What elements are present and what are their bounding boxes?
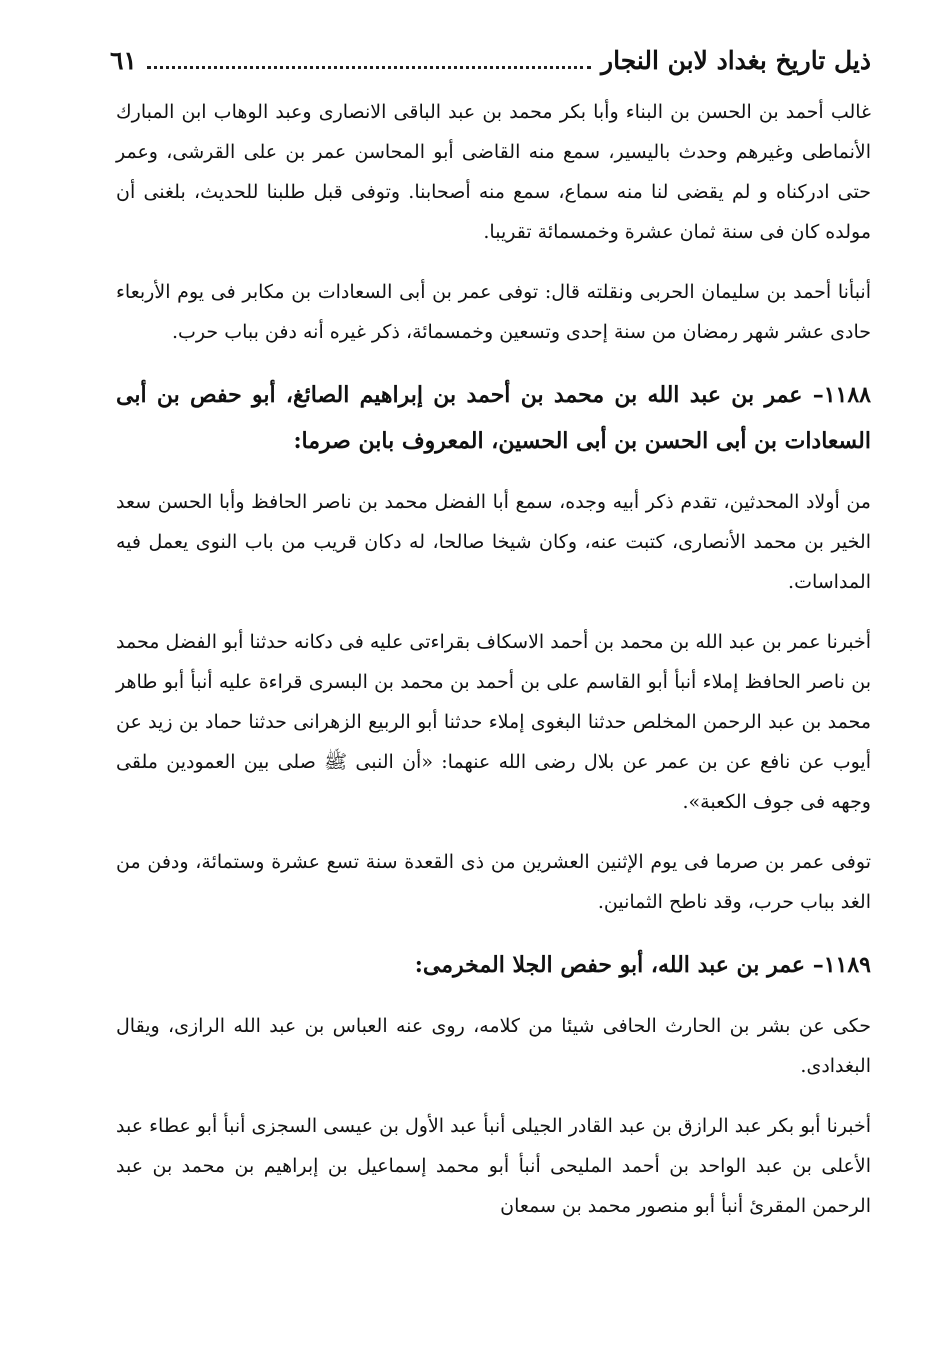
leader-dots bbox=[147, 66, 591, 69]
running-title: ذيل تاريخ بغداد لابن النجار bbox=[601, 45, 871, 75]
paragraph: أخبرنا عمر بن عبد الله بن محمد بن أحمد الاسكاف بقراءتى عليه فى دكانه حدثنا أبو الفضل محمد بن ناصر الحافظ إملاء أنبأ أبو القاسم على بن أحمد بن محمد بن البسرى قراءة عليه أنبأ أبو طاهر محمد بن عبد الرحمن المخلص حدثنا البغوى إملاء حدثنا أبو الربيع الزهرانى حدثنا حماد بن زيد عن أيوب عن نافع عن بن عمر عن بلال رضى الله عنهما: «أن النبى ﷺ صلى بين العمودين ملقى وجهه فى جوف الكعبة». bbox=[116, 631, 871, 813]
paragraph: حكى عن بشر بن الحارث الحافى شيئا من كلامه، روى عنه العباس بن عبد الله الرازى، ويقال البغدادى. bbox=[116, 1015, 871, 1077]
running-header bbox=[110, 36, 871, 84]
paragraph: غالب أحمد بن الحسن بن البناء وأبا بكر محمد بن عبد الباقى الانصارى وعبد الوهاب ابن المبارك الأنماطى وغيرهم وحدث باليسير، سمع منه القاضى أبو المحاسن عمر بن على القرشى، وعمر حتى ادركناه و لم يقضى لنا منه سماع، سمع منه أصحابنا. وتوفى قبل طلبنا للحديث، بلغنى أن مولده كان فى سنة ثمان عشرة وخمسمائة تقريبا. bbox=[116, 101, 871, 243]
entry-number: ١١٨٨– bbox=[812, 382, 871, 408]
entry-heading-text: عمر بن عبد الله، أبو حفص الجلا المخرمى: bbox=[414, 952, 806, 978]
entry-heading-text: عمر بن عبد الله بن محمد بن أحمد بن إبراهيم الصائغ، أبو حفص بن أبى السعادات بن أبى الحسن بن أبى الحسين، المعروف بابن صرما: bbox=[116, 382, 871, 454]
page-number: ٦١ bbox=[110, 45, 137, 75]
entry-heading bbox=[116, 942, 871, 988]
paragraph: أنبأنا أحمد بن سليمان الحربى ونقلته قال: توفى عمر بن أبى السعادات بن مكابر فى يوم الأربعاء حادى عشر شهر رمضان من سنة إحدى وتسعين وخمسمائة، ذكر غيره أنه دفن بباب حرب. bbox=[116, 281, 871, 343]
entry-heading bbox=[116, 372, 871, 464]
page-body bbox=[116, 92, 871, 1246]
paragraph: توفى عمر بن صرما فى يوم الإثنين العشرين من ذى القعدة سنة تسع عشرة وستمائة، ودفن من الغد بباب حرب، وقد ناطح الثمانين. bbox=[116, 851, 871, 913]
paragraph: أخبرنا أبو بكر عبد الرازق بن عبد القادر الجيلى أنبأ عبد الأول بن عيسى السجزى أنبأ أبو عطاء عبد الأعلى بن عبد الواحد بن أحمد المليحى أنبأ أبو محمد إسماعيل بن إبراهيم بن محمد بن عبد الرحمن المقرئ أنبأ أبو منصور محمد بن سمعان bbox=[116, 1115, 871, 1217]
entry-number: ١١٨٩– bbox=[812, 952, 871, 978]
paragraph: من أولاد المحدثين، تقدم ذكر أبيه وجده، سمع أبا الفضل محمد بن ناصر الحافظ وأبا الحسن سعد الخير بن محمد الأنصارى، كتبت عنه، وكان شيخا صالحا، له دكان قريب من باب النوى يعمل فيه المداسات. bbox=[116, 491, 871, 593]
